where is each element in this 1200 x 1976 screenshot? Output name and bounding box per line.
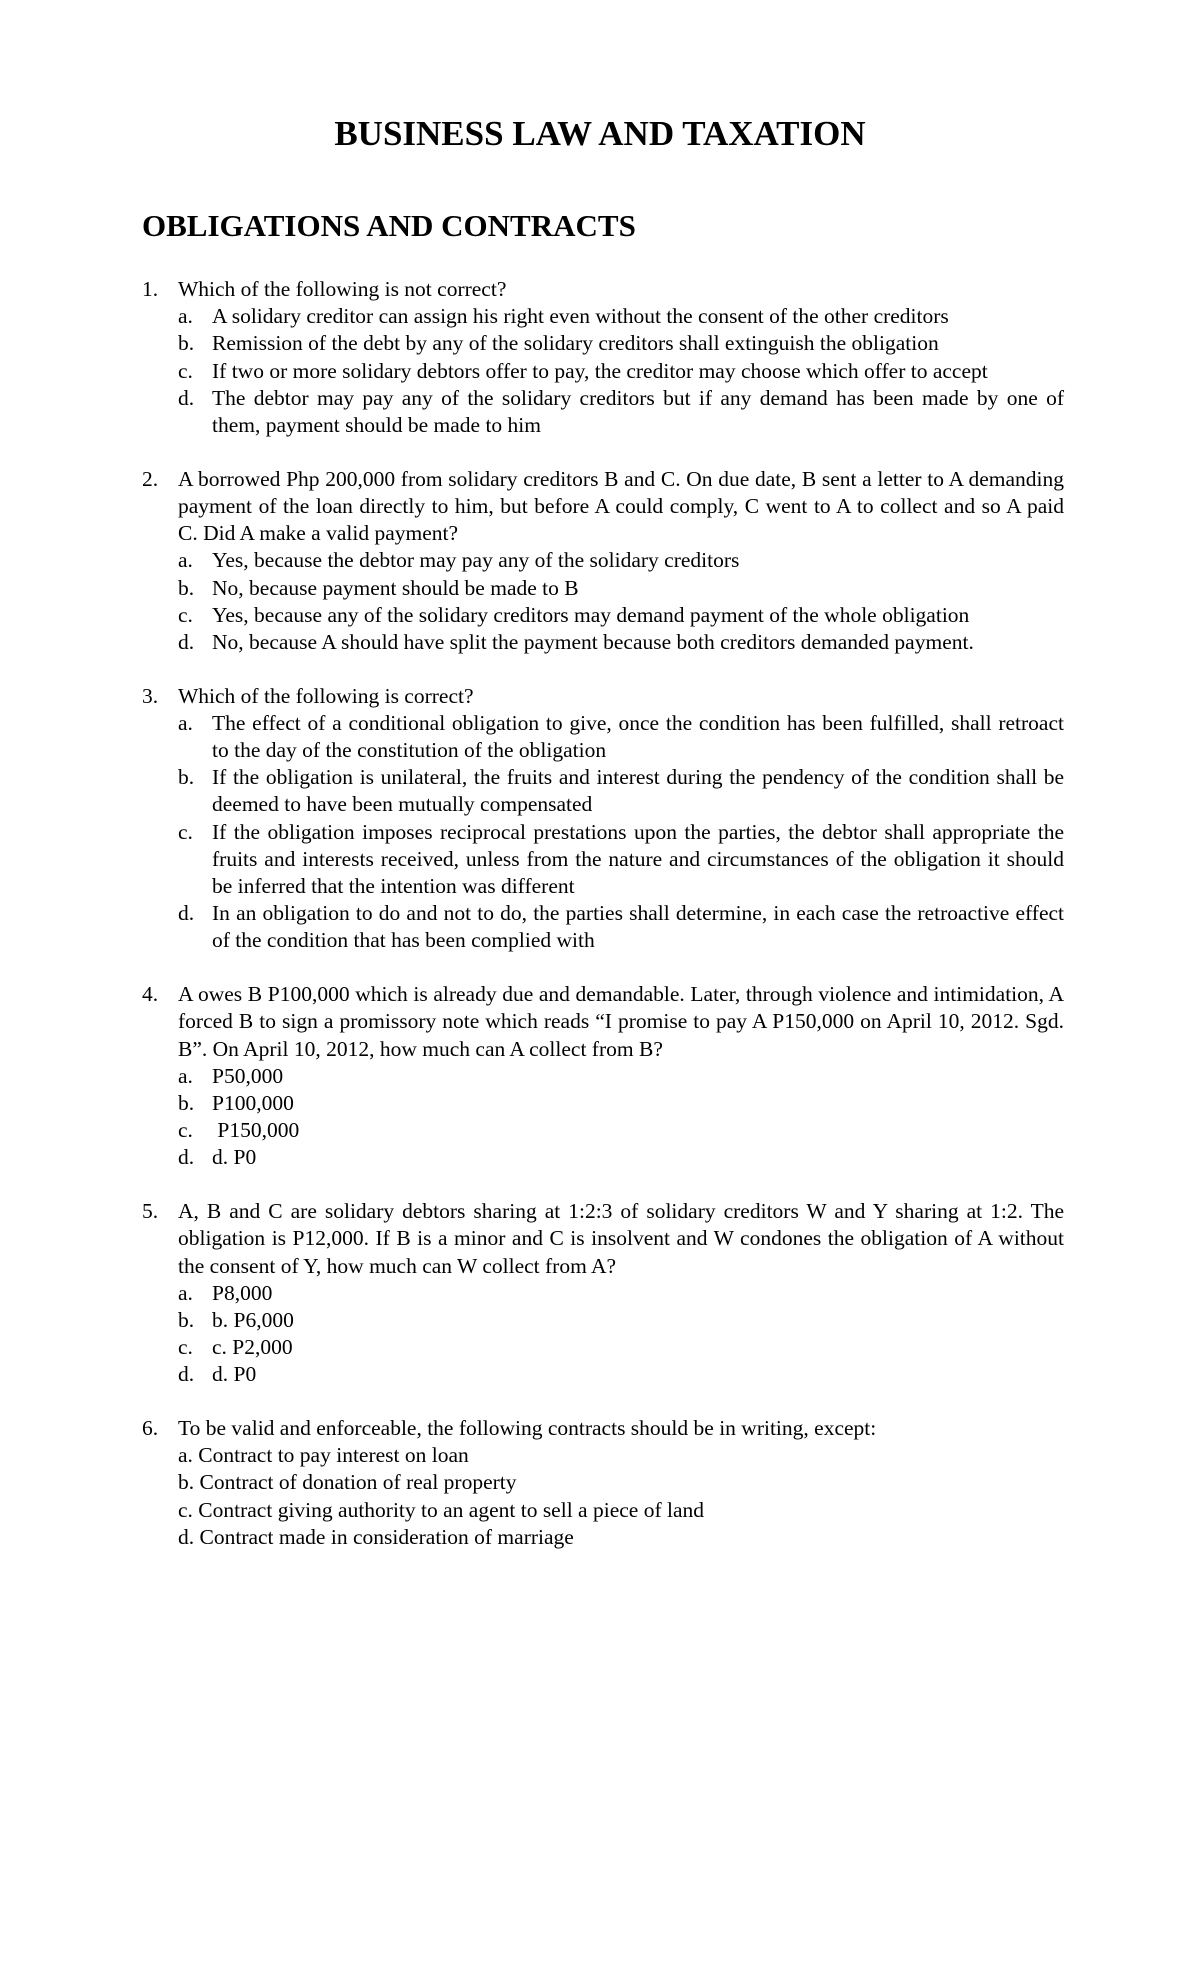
option-d xyxy=(142,1144,1064,1171)
question-stem: A, B and C are solidary debtors sharing at 1:2:3 of solidary creditors W and Y sharing at 1:2. The obligation is P12,000. If B is a minor and C is insolvent and W condones the obligation of A without the consent of Y, how much can W collect from A? xyxy=(178,1199,1064,1278)
option-text: P150,000 xyxy=(212,1118,300,1143)
question-4 xyxy=(142,981,1064,1171)
question-stem-row xyxy=(142,683,1064,710)
option-letter: d. xyxy=(178,1362,195,1387)
option-b: b. Contract of donation of real property xyxy=(178,1470,517,1495)
question-number: 4. xyxy=(142,982,159,1007)
question-stem-row xyxy=(142,466,1064,548)
option-text: Yes, because any of the solidary creditors may demand payment of the whole obligation xyxy=(212,602,970,627)
option-b xyxy=(142,575,1064,602)
question-stem: To be valid and enforceable, the following contracts should be in writing, except: xyxy=(178,1416,877,1441)
section-title: OBLIGATIONS AND CONTRACTS xyxy=(142,208,636,243)
option-letter: a. xyxy=(178,304,193,329)
option-b xyxy=(142,330,1064,357)
question-number: 2. xyxy=(142,466,159,491)
option-c xyxy=(142,1334,1064,1361)
option-letter: c. xyxy=(178,1118,193,1143)
document-title: BUSINESS LAW AND TAXATION xyxy=(334,114,866,153)
option-text: If two or more solidary debtors offer to pay, the creditor may choose which offer to accept xyxy=(212,358,988,383)
option-letter: c. xyxy=(178,819,193,844)
option-letter: b. xyxy=(178,1090,195,1115)
question-stem: Which of the following is not correct? xyxy=(178,277,507,301)
question-5 xyxy=(142,1198,1064,1388)
option-text: No, because A should have split the payment because both creditors demanded payment. xyxy=(212,629,974,654)
question-stem-row xyxy=(142,1415,1064,1442)
question-number: 1. xyxy=(142,277,159,301)
option-letter: a. xyxy=(178,710,193,735)
option-letter: d. xyxy=(178,1145,195,1170)
option-letter: a. xyxy=(178,1063,193,1088)
option-a xyxy=(142,303,1064,330)
option-text: P8,000 xyxy=(212,1280,273,1305)
option-letter: d. xyxy=(178,385,195,410)
option-d xyxy=(142,385,1064,439)
option-a xyxy=(142,1280,1064,1307)
option-letter: c. xyxy=(178,1335,193,1360)
question-list xyxy=(142,276,1064,1578)
option-letter: b. xyxy=(178,331,195,356)
option-b xyxy=(142,1090,1064,1117)
option-a xyxy=(142,1063,1064,1090)
question-stem-row xyxy=(142,1198,1064,1280)
option-letter: c. xyxy=(178,358,193,383)
option-text: d. P0 xyxy=(212,1145,257,1170)
option-letter: a. xyxy=(178,548,193,573)
question-6 xyxy=(142,1415,1064,1551)
option-text: c. P2,000 xyxy=(212,1335,293,1360)
option-d xyxy=(142,1361,1064,1388)
option-letter: d. xyxy=(178,901,195,926)
option-text: Yes, because the debtor may pay any of the solidary creditors xyxy=(212,548,740,573)
option-c xyxy=(142,1117,1064,1144)
option-text: d. P0 xyxy=(212,1362,257,1387)
option-text: Remission of the debt by any of the solidary creditors shall extinguish the obligation xyxy=(212,331,939,356)
question-3 xyxy=(142,683,1064,955)
option-letter: b. xyxy=(178,765,195,790)
option-letter: c. xyxy=(178,602,193,627)
question-stem-row xyxy=(142,981,1064,1063)
question-stem: Which of the following is correct? xyxy=(178,683,474,708)
option-a: a. Contract to pay interest on loan xyxy=(178,1443,469,1468)
question-number: 5. xyxy=(142,1199,159,1224)
option-c xyxy=(142,819,1064,901)
option-text: If the obligation is unilateral, the fruits and interest during the pendency of the condition shall be deemed to have been mutually compensated xyxy=(212,765,1064,817)
option-letter: a. xyxy=(178,1280,193,1305)
question-stem: A borrowed Php 200,000 from solidary creditors B and C. On due date, B sent a letter to A demanding payment of the loan directly to him, but before A could comply, C went to A to collect and so A paid C. Did A make a valid payment? xyxy=(178,466,1064,546)
option-letter: b. xyxy=(178,1307,195,1332)
question-stem: A owes B P100,000 which is already due and demandable. Later, through violence and intimidation, A forced B to sign a promissory note which reads “I promise to pay A P150,000 on April 10, 2012. Sgd. B”. On April 10, 2012, how much can A collect from B? xyxy=(178,982,1064,1061)
option-b xyxy=(142,764,1064,818)
option-letter: d. xyxy=(178,629,195,654)
option-text: b. P6,000 xyxy=(212,1307,294,1332)
option-letter: b. xyxy=(178,575,195,600)
option-text: If the obligation imposes reciprocal prestations upon the parties, the debtor shall appropriate the fruits and interests received, unless from the nature and circumstances of the obligation it should be inferred that the intention was different xyxy=(212,819,1064,899)
question-2 xyxy=(142,466,1064,656)
option-d: d. Contract made in consideration of marriage xyxy=(178,1524,574,1549)
option-text: A solidary creditor can assign his right even without the consent of the other creditors xyxy=(212,304,949,329)
option-b xyxy=(142,1307,1064,1334)
option-a xyxy=(142,547,1064,574)
option-d xyxy=(142,900,1064,954)
option-text: P100,000 xyxy=(212,1090,294,1115)
option-text: The effect of a conditional obligation to give, once the condition has been fulfilled, shall retroact to the day of the constitution of the obligation xyxy=(212,710,1064,763)
option-a xyxy=(142,710,1064,764)
question-stem-row xyxy=(142,276,1064,303)
option-c xyxy=(142,358,1064,385)
option-text: No, because payment should be made to B xyxy=(212,575,579,600)
option-text: P50,000 xyxy=(212,1063,284,1088)
option-text: The debtor may pay any of the solidary creditors but if any demand has been made by one of them, payment should be made to him xyxy=(212,385,1064,438)
question-1 xyxy=(142,276,1064,439)
option-c xyxy=(142,602,1064,629)
option-d xyxy=(142,629,1064,656)
question-number: 6. xyxy=(142,1416,159,1441)
option-text: In an obligation to do and not to do, the parties shall determine, in each case the retroactive effect of the condition that has been complied with xyxy=(212,901,1064,953)
option-c: c. Contract giving authority to an agent to sell a piece of land xyxy=(178,1497,704,1522)
question-number: 3. xyxy=(142,683,159,708)
